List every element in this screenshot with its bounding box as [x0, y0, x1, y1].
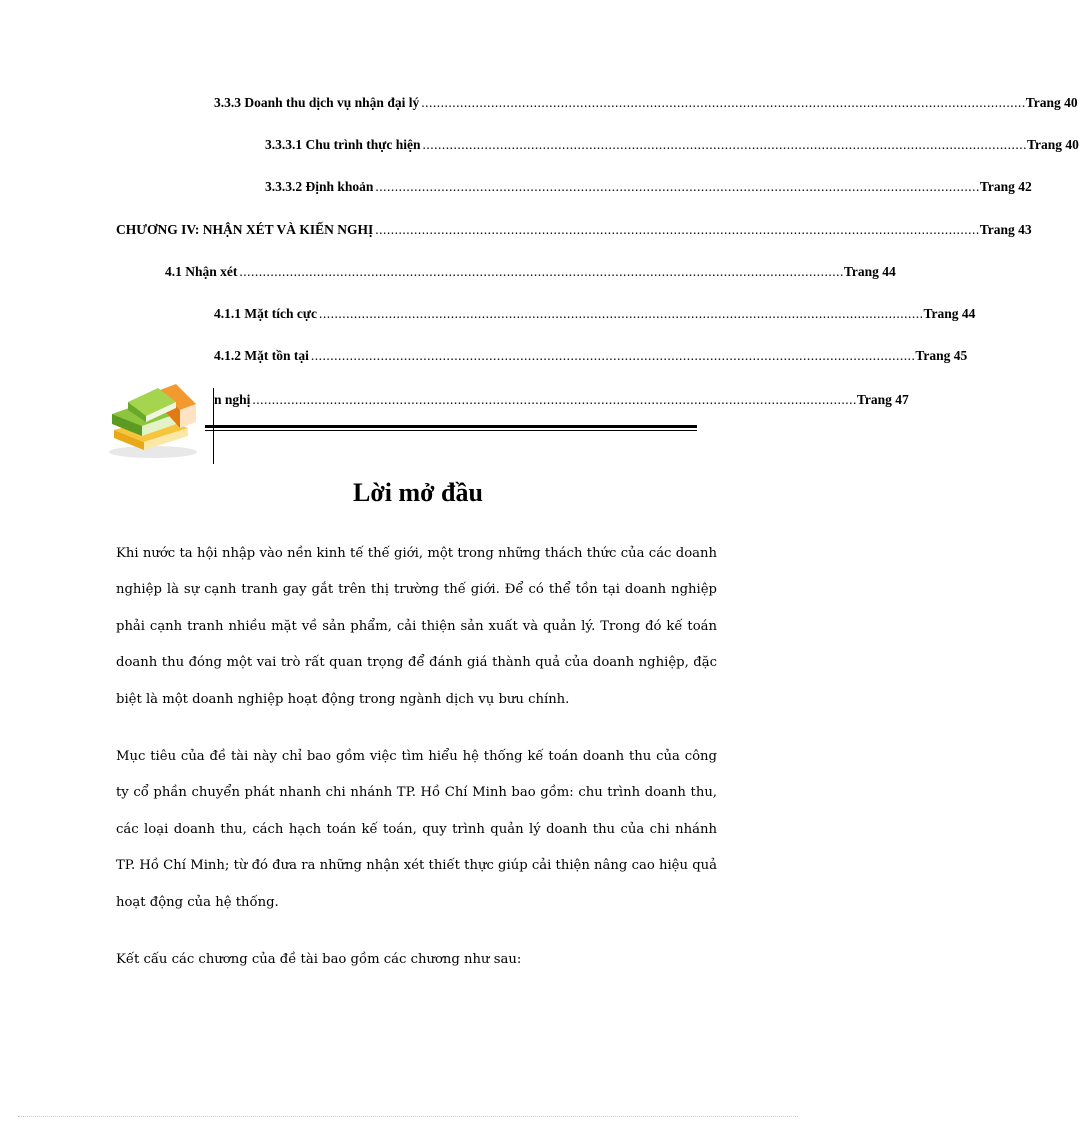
toc-entry[interactable] — [214, 392, 909, 412]
books-icon — [106, 382, 204, 460]
toc-leader: ............................................................................................................................................................ — [310, 348, 916, 363]
toc-leader: ............................................................................................................................................................ — [318, 306, 924, 321]
toc-page: Trang 44 — [923, 306, 976, 321]
paragraph: Khi nước ta hội nhập vào nền kinh tế thế giới, một trong những thách thức của các doanh nghiệp là sự cạnh tranh gay gắt trên thị trường thế giới. Để có thể tồn tại doanh nghiệp phải cạnh tranh nhiều mặt về sản phẩm, cải thiện sản xuất và quản lý. Trong đó kế toán doanh thu đóng một vai trò rất quan trọng để đánh giá thành quả của doanh nghiệp, đặc biệt là một doanh nghiệp hoạt động trong ngành dịch vụ bưu chính. — [116, 546, 717, 707]
toc-label: 3.3.3.1 Chu trình thực hiện — [265, 137, 421, 152]
toc-label: 4.1 Nhận xét — [165, 264, 238, 279]
toc-label: n nghị — [214, 392, 251, 407]
horizontal-rule-thin — [205, 430, 697, 431]
toc-leader: ............................................................................................................................................................ — [252, 392, 857, 407]
toc-page: Trang 42 — [979, 179, 1032, 194]
toc-label: 4.1.2 Mặt tồn tại — [214, 348, 309, 363]
toc-leader: ............................................................................................................................................................ — [239, 264, 844, 279]
page-title: Lời mở đầu — [353, 478, 483, 507]
toc-page: Trang 40 — [1027, 137, 1079, 152]
toc-page: Trang 47 — [856, 392, 909, 407]
paragraph: Kết cấu các chương của đề tài bao gồm các chương như sau: — [116, 952, 522, 967]
toc-page: Trang 43 — [979, 222, 1032, 237]
toc-page: Trang 45 — [915, 348, 968, 363]
toc-label: 3.3.3 Doanh thu dịch vụ nhận đại lý — [214, 95, 420, 110]
toc-leader: ............................................................................................................................................................ — [375, 222, 980, 237]
toc-entry[interactable] — [214, 348, 968, 368]
toc-entry[interactable] — [214, 306, 976, 326]
toc-entry[interactable] — [214, 95, 1078, 115]
toc-entry[interactable] — [165, 264, 896, 284]
horizontal-rule — [205, 425, 697, 428]
toc-label: CHƯƠNG IV: NHẬN XÉT VÀ KIẾN NGHỊ — [116, 222, 374, 237]
toc-leader: ............................................................................................................................................................ — [421, 95, 1026, 110]
toc-page: Trang 40 — [1025, 95, 1078, 110]
toc-entry[interactable] — [265, 179, 1032, 199]
page-bottom-border — [18, 1116, 798, 1117]
toc-entry[interactable] — [116, 222, 1032, 242]
paragraph: Mục tiêu của đề tài này chỉ bao gồm việc tìm hiểu hệ thống kế toán doanh thu của công ty cổ phần chuyển phát nhanh chi nhánh TP. Hồ Chí Minh bao gồm: chu trình doanh thu, các loại doanh thu, cách hạch toán kế toán, quy trình quản lý doanh thu của chi nhánh TP. Hồ Chí Minh; từ đó đưa ra những nhận xét thiết thực giúp cải thiện nâng cao hiệu quả hoạt động của hệ thống. — [116, 749, 717, 910]
toc-leader: ............................................................................................................................................................ — [375, 179, 980, 194]
toc-page: Trang 44 — [843, 264, 896, 279]
toc-label: 4.1.1 Mặt tích cực — [214, 306, 317, 321]
toc-leader: ............................................................................................................................................................ — [422, 137, 1028, 152]
toc-entry[interactable] — [265, 137, 1079, 157]
toc-label: 3.3.3.2 Định khoản — [265, 179, 374, 194]
